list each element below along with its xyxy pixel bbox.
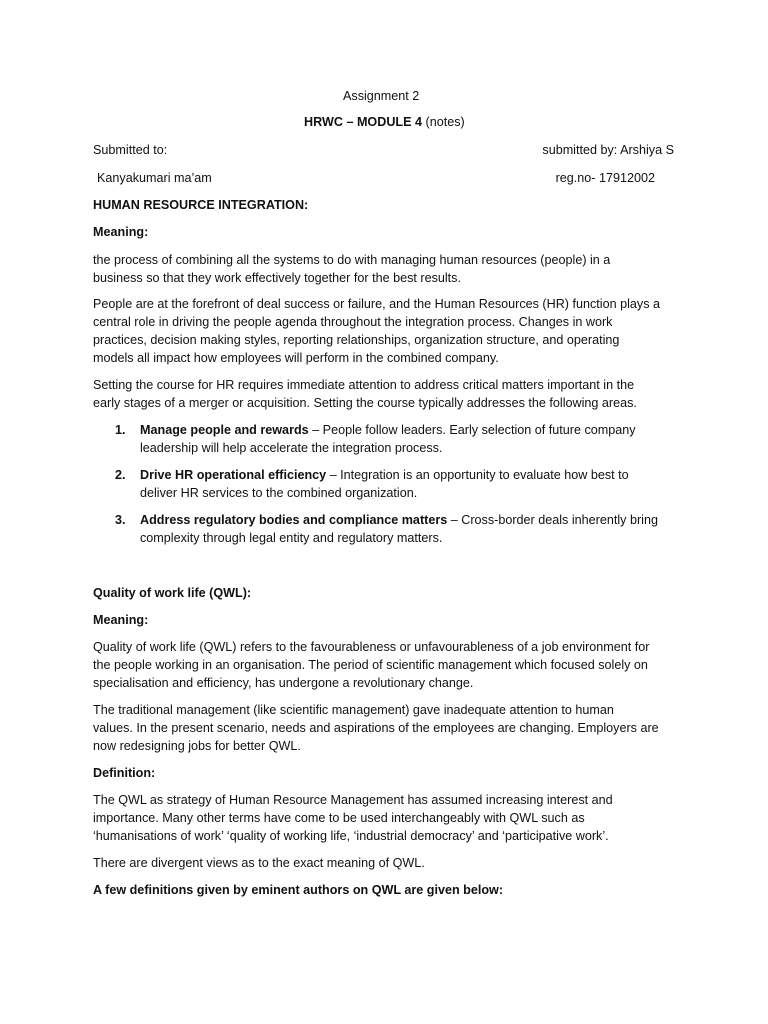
text-line <box>140 466 700 484</box>
list-item-number: 1. <box>115 423 126 437</box>
qwl-paragraph-5: A few definitions given by eminent authors on QWL are given below: <box>93 883 504 897</box>
list-item-text: – Integration is an opportunity to evaluate how best to <box>326 468 629 482</box>
qwl-meaning-label: Meaning: <box>93 613 149 627</box>
text-line: values. In the present scenario, needs and aspirations of the employees are changing. Employers are <box>93 721 659 735</box>
course-title-bold: HRWC – MODULE 4 <box>304 115 423 129</box>
list-item-title: Drive HR operational efficiency <box>140 468 327 482</box>
text-line: The QWL as strategy of Human Resource Management has assumed increasing interest and <box>93 793 613 807</box>
list-item-text: – People follow leaders. Early selection of future company <box>308 423 636 437</box>
list-item <box>140 466 700 502</box>
course-title <box>304 113 465 131</box>
course-title-rest: (notes) <box>422 115 465 129</box>
list-item <box>140 421 700 457</box>
text-line: The traditional management (like scientific management) gave inadequate attention to human <box>93 703 614 717</box>
hri-paragraph-3 <box>93 376 683 412</box>
qwl-paragraph-2 <box>93 701 683 755</box>
hri-meaning-label: Meaning: <box>93 225 149 239</box>
qwl-definition-label: Definition: <box>93 766 156 780</box>
list-item-number: 2. <box>115 468 126 482</box>
teacher-name: Kanyakumari ma’am <box>97 171 212 185</box>
text-line: early stages of a merger or acquisition. Setting the course typically addresses the following areas. <box>93 396 637 410</box>
assignment-title: Assignment 2 <box>343 89 420 103</box>
text-line: deliver HR services to the combined organization. <box>140 486 418 500</box>
text-line: models all impact how employees will perform in the combined company. <box>93 351 499 365</box>
submitted-by: submitted by: Arshiya S <box>542 143 674 157</box>
text-line: now redesigning jobs for better QWL. <box>93 739 301 753</box>
qwl-paragraph-1 <box>93 638 683 692</box>
qwl-paragraph-4: There are divergent views as to the exact meaning of QWL. <box>93 856 425 870</box>
text-line: ‘humanisations of work’ ‘quality of working life, ‘industrial democracy’ and ‘participative work’. <box>93 829 609 843</box>
hri-paragraph-1 <box>93 251 683 287</box>
text-line <box>140 421 700 439</box>
list-item-text: – Cross-border deals inherently bring <box>447 513 658 527</box>
text-line <box>140 511 700 529</box>
submitted-to-label: Submitted to: <box>93 143 168 157</box>
hri-heading: HUMAN RESOURCE INTEGRATION: <box>93 198 309 212</box>
text-line: importance. Many other terms have come to be used interchangeably with QWL such as <box>93 811 585 825</box>
text-line: People are at the forefront of deal success or failure, and the Human Resources (HR) function plays a <box>93 297 661 311</box>
text-line: complexity through legal entity and regulatory matters. <box>140 531 443 545</box>
text-line: leadership will help accelerate the integration process. <box>140 441 443 455</box>
list-item-number: 3. <box>115 513 126 527</box>
text-line: the people working in an organisation. The period of scientific management which focused solely on <box>93 658 648 672</box>
text-line: Quality of work life (QWL) refers to the favourableness or unfavourableness of a job environment for <box>93 640 650 654</box>
hri-paragraph-2 <box>93 295 683 367</box>
text-line: the process of combining all the systems to do with managing human resources (people) in a <box>93 253 611 267</box>
list-item <box>140 511 700 547</box>
list-item-title: Manage people and rewards <box>140 423 309 437</box>
qwl-heading: Quality of work life (QWL): <box>93 586 252 600</box>
qwl-paragraph-3 <box>93 791 683 845</box>
text-line: Setting the course for HR requires immediate attention to address critical matters important in the <box>93 378 635 392</box>
registration-number: reg.no- 17912002 <box>555 171 655 185</box>
list-item-title: Address regulatory bodies and compliance matters <box>140 513 448 527</box>
text-line: specialisation and efficiency, has undergone a revolutionary change. <box>93 676 474 690</box>
text-line: central role in driving the people agenda throughout the integration process. Changes in work <box>93 315 613 329</box>
text-line: business so that they work effectively together for the best results. <box>93 271 461 285</box>
text-line: practices, decision making styles, reporting relationships, organization structure, and operating <box>93 333 620 347</box>
